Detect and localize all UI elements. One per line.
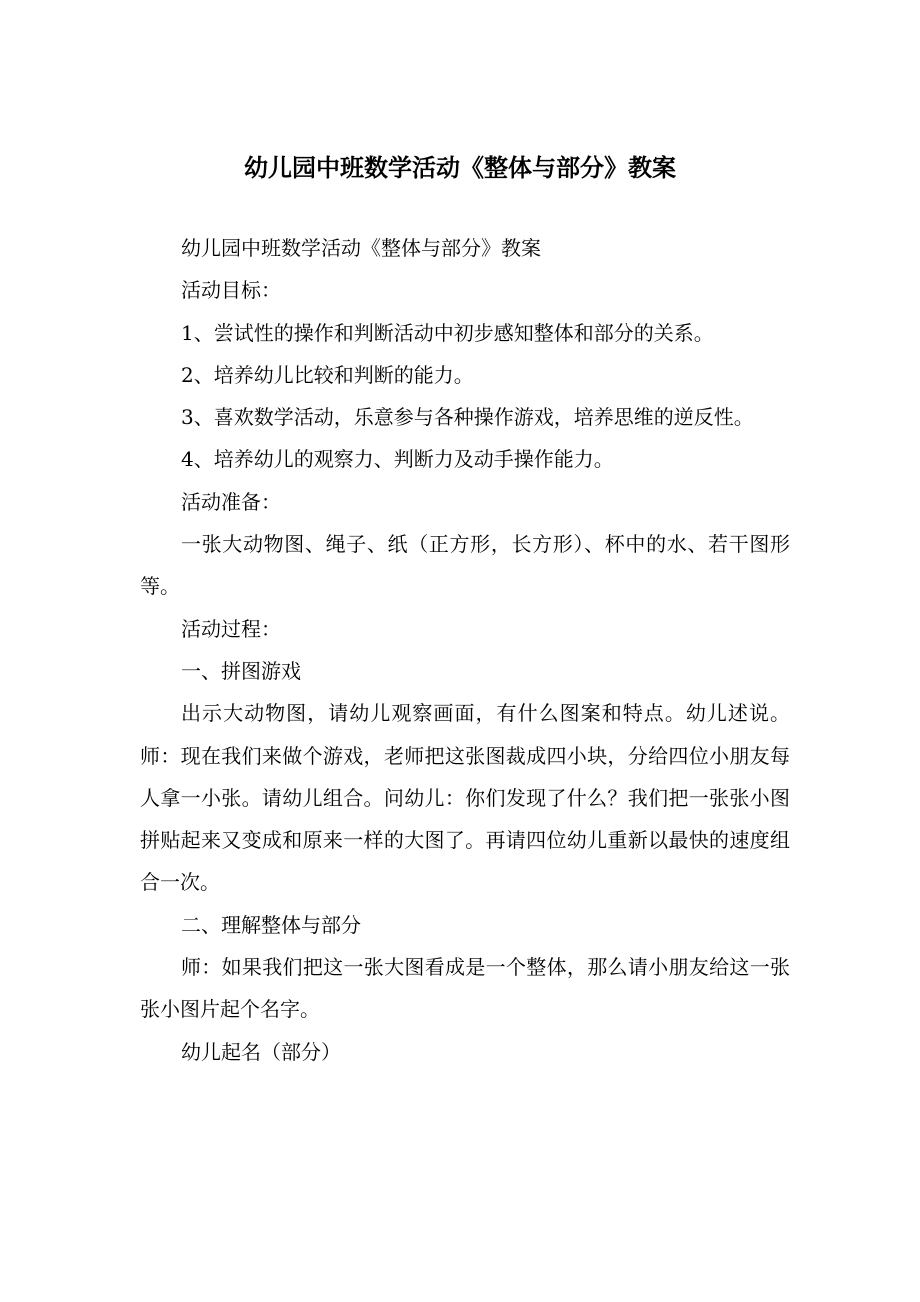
heading-objectives: 活动目标： — [181, 278, 281, 303]
document-title: 幼儿园中班数学活动《整体与部分》教案 — [244, 154, 676, 182]
section-1-text: 出示大动物图，请幼儿观察画面，有什么图案和特点。幼儿述说。师：现在我们来做个游戏，老师把这张图裁成四小块，分给四位小朋友每人拿一小张。请幼儿组合。问幼儿：你们发现了什么？我们把一张张小图拼贴起来又变成和原来一样的大图了。再请四位幼儿重新以最快的速度组合一次。 — [140, 701, 790, 895]
heading-process: 活动过程： — [181, 616, 281, 641]
objective-item-4: 4、培养幼儿的观察力、判断力及动手操作能力。 — [181, 447, 614, 472]
section-2-text: 师：如果我们把这一张大图看成是一个整体，那么请小朋友给这一张张小图片起个名字。 — [140, 955, 790, 1022]
objective-item-2: 2、培养幼儿比较和判断的能力。 — [181, 362, 474, 387]
section-heading-1: 一、拼图游戏 — [181, 658, 301, 683]
preparation-text: 一张大动物图、绳子、纸（正方形，长方形）、杯中的水、若干图形等。 — [140, 532, 790, 599]
objective-item-1: 1、尝试性的操作和判断活动中初步感知整体和部分的关系。 — [181, 320, 714, 345]
section-heading-2: 二、理解整体与部分 — [181, 912, 361, 937]
section-2-child-naming: 幼儿起名（部分） — [181, 1039, 341, 1064]
paragraph-subtitle: 幼儿园中班数学活动《整体与部分》教案 — [181, 236, 541, 260]
heading-preparation: 活动准备： — [181, 489, 281, 514]
objective-item-3: 3、喜欢数学活动，乐意参与各种操作游戏，培养思维的逆反性。 — [181, 405, 754, 430]
document-body — [140, 227, 790, 1073]
